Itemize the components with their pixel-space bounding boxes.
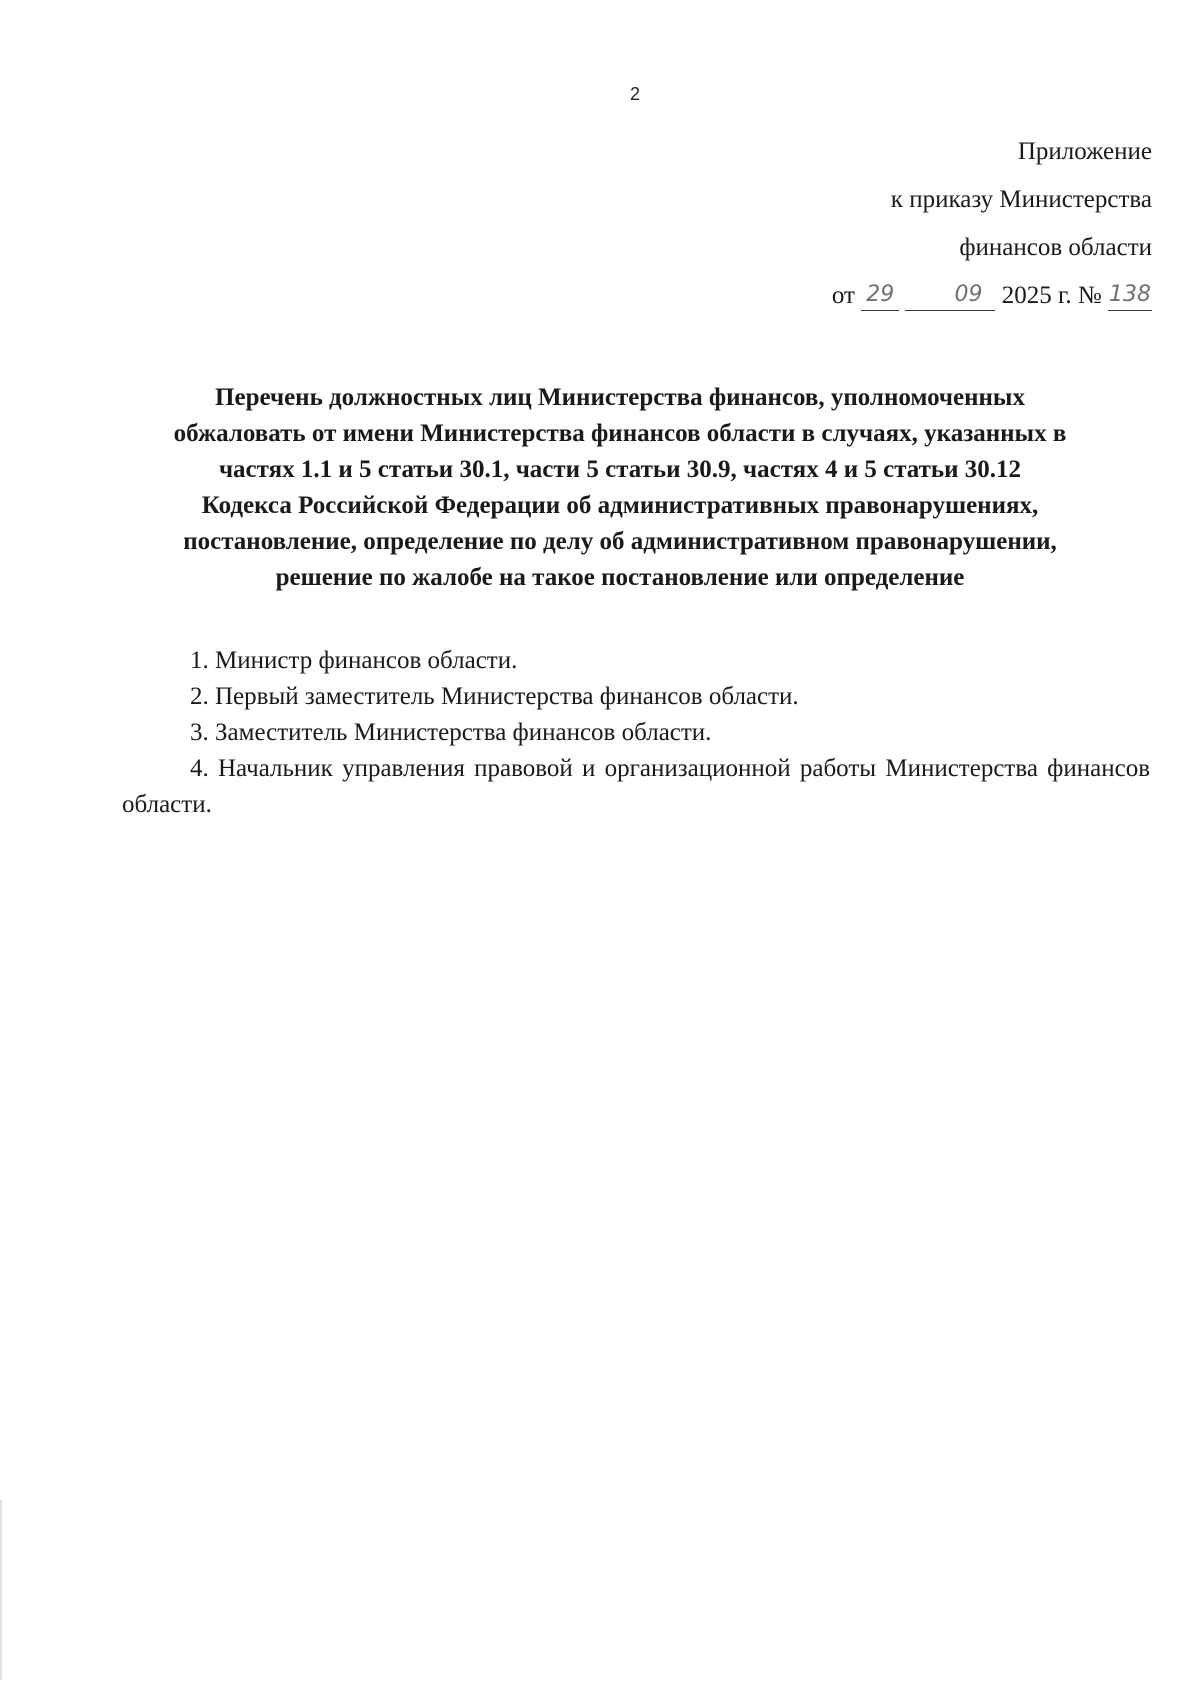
title-line: решение по жалобе на такое постановление или определение bbox=[275, 564, 965, 591]
list-item: 2. Первый заместитель Министерства финансов области. bbox=[190, 683, 799, 710]
title-line: Перечень должностных лиц Министерства финансов, уполномоченных bbox=[215, 384, 1025, 411]
year-text: 2025 г. № bbox=[1001, 282, 1102, 309]
appendix-header bbox=[552, 128, 1152, 320]
day-field bbox=[861, 282, 899, 311]
document-title bbox=[100, 380, 1140, 596]
handwritten-month: 09 bbox=[954, 282, 983, 307]
scan-edge-mark bbox=[0, 1500, 2, 1680]
list-item: 4. Начальник управления правовой и организационной работы Министерства финансов области. bbox=[122, 755, 1150, 818]
date-prefix: от bbox=[831, 282, 855, 309]
list-item: 1. Министр финансов области. bbox=[190, 647, 518, 674]
appendix-ministry: финансов области bbox=[959, 234, 1152, 261]
appendix-label: Приложение bbox=[1017, 138, 1152, 165]
handwritten-day: 29 bbox=[866, 282, 895, 307]
title-line: обжаловать от имени Министерства финансов области в случаях, указанных в bbox=[173, 420, 1067, 447]
appendix-order-ref: к приказу Министерства bbox=[890, 186, 1152, 213]
order-number-field bbox=[1108, 282, 1152, 311]
title-line: Кодекса Российской Федерации об административных правонарушениях, bbox=[201, 492, 1039, 519]
page-number: 2 bbox=[629, 84, 640, 104]
month-field bbox=[905, 282, 995, 311]
appendix-date-line bbox=[552, 272, 1152, 320]
handwritten-order-number: 138 bbox=[1109, 282, 1151, 307]
title-line: постановление, определение по делу об административном правонарушении, bbox=[183, 528, 1057, 555]
officials-list bbox=[122, 643, 1150, 823]
title-line: частях 1.1 и 5 статьи 30.1, части 5 статьи 30.9, частях 4 и 5 статьи 30.12 bbox=[218, 456, 1022, 483]
list-item: 3. Заместитель Министерства финансов области. bbox=[190, 719, 712, 746]
